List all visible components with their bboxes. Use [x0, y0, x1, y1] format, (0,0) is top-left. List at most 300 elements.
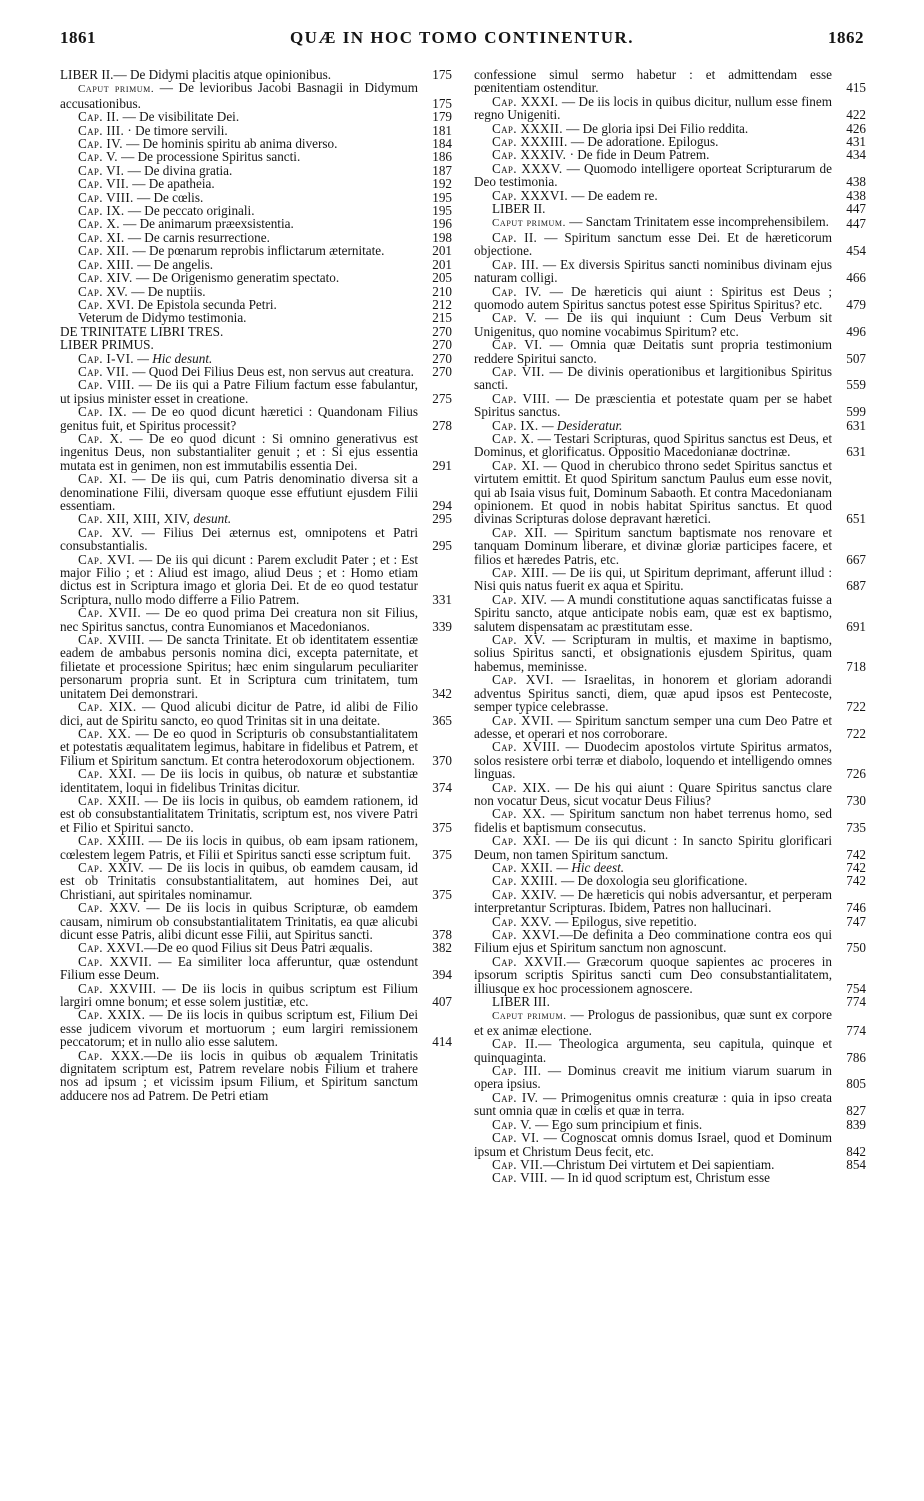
- entry-title: — De sancta Trinitate. Et ob identitatem essentiæ eadem de ambabus personis nomina dici, excepta paternitate, et filietate et processione Spiritus; hæc enim singularum peculiariter personarum propria sunt. Et in Scriptura cum trinitatem, tum unitatem Dei demonstrari.: [60, 632, 418, 701]
- entry-title: — Duodecim apostolos virtute Spiritus armatos, solos resistere orbi terræ et diabolo, loquendo et intelligendo omnes linguas.: [474, 739, 832, 782]
- page-number: 631: [846, 417, 866, 433]
- entry-title: — Ego sum principium et finis.: [531, 1116, 703, 1132]
- entry-title: Veterum de Didymo testimonia.: [78, 310, 247, 326]
- page-number: 742: [846, 859, 866, 875]
- entry-title: confessione simul sermo habetur : et admittendam esse pœnitentiam ostenditur.: [474, 67, 832, 96]
- toc-entry: [60, 767, 452, 794]
- page-number: 774: [846, 994, 866, 1010]
- entry-title: — De Origenismo generatim spectato.: [132, 270, 340, 286]
- entry-title: — De iis locis in quibus, ob eamdem rationem, id est ob consubstantialitatem Trinitatis, scriptum est, nos vivere Patri et Filio et Spiritui sancto.: [60, 792, 418, 835]
- page-number: 186: [432, 149, 452, 165]
- toc-entry: [60, 633, 452, 700]
- chapter-label: Cap. XXIV.: [492, 886, 557, 902]
- page-number: 805: [846, 1076, 866, 1092]
- chapter-label: Cap. XXIII.: [78, 833, 145, 849]
- page-number: 270: [432, 350, 452, 366]
- chapter-label: Cap. XXX.: [78, 1047, 144, 1063]
- entry-title: — Hic desunt.: [133, 350, 213, 366]
- entry-title: — De apatheia.: [128, 176, 215, 192]
- toc-entry: [60, 285, 452, 298]
- page-number: 691: [846, 618, 866, 634]
- toc-entry: [474, 68, 866, 95]
- toc-entry: [60, 432, 452, 472]
- entry-title: — Spiritum sanctum semper una cum Deo Patre et adesse, et operari et nos corroborare.: [474, 712, 832, 741]
- chapter-label: Cap. XVI.: [492, 672, 554, 688]
- chapter-label: Cap. XVII.: [78, 605, 141, 621]
- entry-title: — De iis qui dicunt : Parem excludit Pater ; et : Est major Filio ; et : Aliud est imago, aliud Deus ; et : Homo etiam dictus est in Scriptura imago et gloria Dei. Et de eo quod testatur Scriptura, nullo modo differre a Filio Patrem.: [60, 551, 418, 607]
- toc-entry: [474, 1131, 866, 1158]
- entry-title: — Epilogus, sive repetitio.: [551, 913, 697, 929]
- page-number: 854: [846, 1156, 866, 1172]
- page-number: 342: [432, 685, 452, 701]
- chapter-label: Cap. VII.: [492, 1156, 543, 1172]
- page-number: 278: [432, 417, 452, 433]
- page-number: 496: [846, 323, 866, 339]
- toc-entry: [474, 202, 866, 215]
- page-number: 295: [432, 511, 452, 527]
- chapter-label: Cap. XI.: [78, 229, 125, 245]
- entry-title: — De his qui aiunt : Quare Spiritus sanctus clare non vocatur Deus, sicut vocatur Deus Filius?: [474, 779, 832, 808]
- entry-title: — Quod in cherubico throno sedet Spiritus sanctus et virtutem emittit. Et quod Spiritum sanctum Paulus eum esse novit, qui ab Isaia visus fuit, Dominum Sabaoth. Et contra Macedonianam opinionem. Et quod in nobis habitat Spiritus sanctus. Et quod divinas Scripturas dolose depravant hæretici.: [474, 457, 832, 527]
- toc-entry: [474, 593, 866, 633]
- toc-entry: [474, 148, 866, 161]
- chapter-label: Cap. XXVII.: [492, 953, 567, 969]
- entry-title: — De præscientia et potestate quam per se habet Spiritus sanctus.: [474, 390, 832, 420]
- page-number: 774: [846, 1022, 866, 1038]
- chapter-label: Cap. X.: [78, 430, 123, 446]
- toc-entry: [60, 244, 452, 257]
- page-number: 431: [846, 134, 866, 150]
- entry-title: — De eo quod in Scripturis ob consubstantialitatem et potestatis æqualitatem legimus, habitare in fidelibus et Patrem, et Filium et Spiritum sanctum. Et contra heterodoxorum objectionem.: [60, 725, 418, 768]
- page-number: 426: [846, 120, 866, 136]
- toc-entry: [60, 338, 452, 351]
- entry-title: — De iis qui dicunt : In sancto Spiritu glorificari Deum, non tamen Spiritum sanctum.: [474, 833, 832, 862]
- left-column: [60, 68, 452, 1102]
- chapter-label: Cap. V.: [492, 310, 537, 326]
- entry-title: LIBER III.: [492, 994, 550, 1010]
- entry-title: — Omnia quæ Deitatis sunt propria testimonium reddere Spiritui sancto.: [474, 337, 832, 366]
- chapter-label: Cap. XIX.: [78, 699, 137, 715]
- chapter-label: Cap. XXI.: [492, 833, 551, 849]
- chapter-label: Cap. XX.: [492, 806, 546, 822]
- entry-title: · De fide in Deum Patrem.: [566, 147, 710, 163]
- entry-title: — Ea similiter loca afferuntur, quæ ostendunt Filium esse Deum.: [60, 953, 418, 983]
- page-number: 270: [432, 323, 452, 339]
- page-number: 750: [846, 940, 866, 956]
- toc-entry: [474, 392, 866, 419]
- chapter-label: Cap. IV.: [492, 283, 542, 299]
- page-number: 374: [432, 779, 452, 795]
- chapter-label: Cap. XXXII.: [492, 120, 563, 136]
- toc-entry: [60, 955, 452, 982]
- entry-title: LIBER PRIMUS.: [60, 337, 154, 353]
- right-column: [474, 68, 866, 1185]
- toc-entry: [60, 311, 452, 324]
- chapter-label: Cap. XXIV.: [78, 859, 144, 875]
- chapter-label: Cap. VI.: [492, 1130, 540, 1146]
- chapter-label: Cap. III.: [492, 256, 539, 272]
- page-number: 786: [846, 1049, 866, 1065]
- entry-title: — De hæreticis qui aiunt : Spiritus est Deus ; quomodo autem Spiritus sanctus potest esse Spiritus Spiritus? etc.: [474, 283, 833, 312]
- page-number: 291: [432, 457, 452, 473]
- toc-entry: [60, 941, 452, 954]
- page-number: 375: [432, 846, 452, 862]
- toc-entry: [60, 204, 452, 217]
- entry-title: — De iis locis in quibus scriptum est, Filium Dei esse judicem vivorum et mortuorum ; eum largiri remissionem peccatorum; et in nullo alio esse salutem.: [60, 1007, 418, 1050]
- toc-entry: [60, 124, 452, 137]
- toc-entry: [60, 794, 452, 834]
- entry-title: — Testari Scripturas, quod Spiritus sanctus est Deus, et Dominus, et glorificatus. Oppositio Macedonianæ doctrinæ.: [474, 430, 832, 460]
- entry-title: — De iis qui, ut Spiritum deprimant, afferunt illud : Nisi quis natus fuerit ex aqua et Spiritu.: [474, 565, 832, 594]
- page-number: 175: [432, 67, 452, 82]
- page-number: 730: [846, 792, 866, 808]
- entry-title: — Spiritum sanctum non habet terrenus homo, sed fidelis et baptismum consecutus.: [474, 806, 833, 835]
- entry-title: —De eo quod Filius sit Deus Patri æqualis.: [144, 940, 373, 956]
- page-number: 275: [432, 390, 452, 406]
- chapter-label: Cap. XIII.: [492, 565, 549, 581]
- entry-title: — Dominus creavit me initium viarum suarum in opera ipsius.: [474, 1063, 832, 1092]
- page-number: 365: [432, 712, 452, 728]
- toc-entry: [60, 606, 452, 633]
- entry-title: — Quomodo intelligere oporteat Scripturarum de Deo testimonia.: [474, 160, 832, 190]
- chapter-label: Cap. III.: [78, 122, 125, 138]
- entry-title: — De iis qui a Patre Filium factum esse fabulantur, ut ipsius minister esset in creatione.: [60, 377, 418, 406]
- toc-entry: [474, 874, 866, 887]
- toc-entry: [474, 95, 866, 122]
- toc-entry: [60, 298, 452, 311]
- toc-entry: [60, 258, 452, 271]
- page-number: 195: [432, 203, 452, 219]
- entry-title: — De iis locis in quibus dicitur, nullum esse finem regno Unigeniti.: [474, 93, 832, 123]
- toc-entry: [60, 365, 452, 378]
- toc-entry: [474, 258, 866, 285]
- entry-title: — De cœlis.: [133, 189, 204, 205]
- page-number: 195: [432, 189, 452, 205]
- chapter-label: Cap. X.: [492, 430, 535, 446]
- page-number: 215: [432, 310, 452, 326]
- page-number: 205: [432, 270, 452, 286]
- page-number: 735: [846, 819, 866, 835]
- toc-entry: [474, 189, 866, 202]
- page-number: 454: [846, 243, 866, 259]
- page-number: 331: [432, 591, 452, 607]
- chapter-label: Cap. XV.: [78, 524, 134, 540]
- page-number: 382: [432, 940, 452, 956]
- page-title: QUÆ IN HOC TOMO CONTINENTUR.: [289, 28, 635, 47]
- entry-title: — Filius Dei æternus est, omnipotens et Patri consubstantialis.: [60, 524, 419, 554]
- chapter-label: Cap. VII.: [78, 176, 129, 192]
- chapter-label: Cap. IX.: [78, 404, 127, 420]
- page-number: 422: [846, 107, 866, 123]
- toc-entry: [60, 231, 452, 244]
- entry-title: — De iis qui inquiunt : Cum Deus Verbum sit Unigenitus, quo nomine vocabimus Spiritum? etc.: [474, 310, 832, 339]
- page-number: 479: [846, 296, 866, 312]
- chapter-label: Cap. XXVIII.: [78, 980, 157, 996]
- page-number: 466: [846, 270, 866, 286]
- page-number: 667: [846, 551, 866, 567]
- chapter-label: Cap. XX.: [78, 725, 131, 741]
- entry-title: — A mundi constitutione aquas sanctificatas fuisse a Spiritu sancto, atque anticipate nobis eam, quæ est ex baptismo, salutem dispensatam ac præstitutam esse.: [474, 591, 832, 634]
- entry-title: — De iis qui, cum Patris denominatio diversa sit a denominatione Filii, diversam quoque esse effutiunt ejusdem Filii essentiam.: [60, 471, 418, 513]
- page-number: 726: [846, 766, 866, 782]
- toc-entry: [60, 177, 452, 190]
- chapter-label: Cap. XII.: [492, 524, 548, 540]
- toc-entry: [60, 512, 452, 525]
- toc-entry: [60, 378, 452, 405]
- entry-title: — De nuptiis.: [127, 283, 206, 299]
- toc-entry: [474, 1171, 866, 1184]
- entry-title: — Cognoscat omnis domus Israel, quod et Dominum ipsum et Christum Deus fecit, etc.: [474, 1130, 832, 1159]
- entry-title: — Israelitas, in honorem et gloriam adorandi adventus Spiritus sancti, diem, quæ apud ipsos est Pentecoste, semper typice celebrasse.: [474, 672, 832, 715]
- toc-entry: [474, 915, 866, 928]
- chapter-label: Cap. XXVI.: [492, 927, 560, 942]
- page-number: 415: [846, 80, 866, 96]
- page-number: 742: [846, 873, 866, 889]
- left-column-number: 1861: [60, 28, 96, 47]
- chapter-label: Cap. II.: [492, 1036, 539, 1052]
- chapter-label: Cap. V.: [78, 149, 118, 165]
- page-number: 447: [846, 201, 866, 217]
- page-number: 270: [432, 337, 452, 353]
- entry-title: DE TRINITATE LIBRI TRES.: [60, 323, 224, 339]
- chapter-label: Cap. XXV.: [78, 900, 141, 916]
- toc-entry: [474, 419, 866, 432]
- chapter-label: Cap. XXVI.: [78, 940, 145, 956]
- chapter-label: Cap. IX.: [78, 203, 125, 219]
- page-number: 754: [846, 980, 866, 996]
- page-number: 407: [432, 994, 452, 1010]
- chapter-label: Cap. XXIII.: [492, 873, 558, 889]
- toc-entry: [60, 1049, 452, 1103]
- chapter-label: Cap. XI.: [78, 471, 127, 487]
- entry-title: — De iis locis in quibus, ob eam ipsam rationem, cœlestem legem Patris, et Filii et Spiritus sancti esse scriptum fuit.: [60, 833, 418, 862]
- entry-title: — Spiritum sanctum baptismate nos renovare et tanquam Dominum liberare, et divinæ gloriæ participes facere, et filios et hæredes Patris, etc.: [474, 524, 833, 567]
- page-number: 839: [846, 1116, 866, 1132]
- entry-title: — De eo quod dicunt hæretici : Quandonam Filius genitus fuit, et Spiritus processit?: [60, 404, 418, 433]
- page-number: 842: [846, 1143, 866, 1159]
- chapter-label: Cap. XVII.: [492, 712, 554, 728]
- chapter-label: Cap. XXIX.: [78, 1007, 146, 1023]
- chapter-label: Cap. XIV.: [492, 591, 548, 607]
- entry-title: —De iis locis in quibus ob æqualem Trinitatis dignitatem scriptum est, Patrem revelare nobis Filium et trahere nos ad ipsum ; et vicissim ipsum Filium, et Spiritum sanctum adducere nos ad Patrem. De Petri etiam: [60, 1047, 418, 1103]
- toc-entry: [60, 68, 452, 81]
- entry-title: — De iis locis in quibus, ob eamdem causam, id est ob Trinitatis consubstantialitatem, aut homines Dei, aut Christiani, aut spiritales nominamur.: [60, 859, 418, 902]
- toc-entry: [60, 982, 452, 1009]
- entry-title: — Quod Dei Filius Deus est, non servus aut creatura.: [128, 363, 414, 379]
- toc-entry: [60, 901, 452, 941]
- toc-entry: [474, 834, 866, 861]
- page-number: 434: [846, 147, 866, 163]
- entry-title: — Sanctam Trinitatem esse incomprehensibilem.: [565, 214, 829, 230]
- page-number: 196: [432, 216, 452, 232]
- page-number: 375: [432, 819, 452, 835]
- toc-entry: [474, 338, 866, 365]
- toc-entry: [474, 807, 866, 834]
- page-number: 201: [432, 243, 452, 259]
- entry-title: — In id quod scriptum est, Christum esse: [547, 1170, 770, 1186]
- entry-title: — De hæreticis qui nobis adversantur, et perperam interpretantur Scripturas. Ibidem, Patres non hallucinari.: [474, 886, 833, 916]
- entry-title: De Didymi placitis atque opinionibus.: [126, 67, 332, 82]
- toc-entry: [474, 459, 866, 526]
- entry-title: —De definita a Deo comminatione contra eos qui Filium ejus et Spiritum sanctum non agnoscunt.: [474, 927, 832, 956]
- toc-entry: [474, 1064, 866, 1091]
- page-number: 294: [432, 498, 452, 513]
- chapter-label: Cap. XXXI.: [492, 93, 559, 109]
- toc-entry: [474, 740, 866, 780]
- chapter-label: Cap. XXII.: [78, 792, 141, 808]
- entry-title: LIBER II.: [492, 201, 546, 217]
- toc-entry: [474, 1118, 866, 1131]
- chapter-label: Cap. I-VI.: [78, 350, 134, 366]
- toc-entry: [474, 955, 866, 995]
- entry-title: — Hic deest.: [553, 859, 625, 875]
- chapter-label: Cap. X.: [78, 216, 120, 232]
- chapter-label: Cap. XXXIII.: [492, 134, 568, 150]
- chapter-label: Cap. XV.: [492, 632, 546, 648]
- toc-entry: [60, 352, 452, 365]
- page-number: 179: [432, 109, 452, 125]
- entry-title: — De doxologia seu glorificatione.: [557, 873, 748, 889]
- page-number: 378: [432, 927, 452, 942]
- toc-entry: [474, 928, 866, 955]
- chapter-label: Cap. VIII.: [78, 377, 135, 393]
- chapter-label: Cap. XVIII.: [492, 739, 561, 755]
- chapter-label: Cap. XV.: [78, 283, 128, 299]
- page-number: 722: [846, 725, 866, 741]
- toc-entry: [474, 888, 866, 915]
- entry-title: — De eo quod dicunt : Si omnino generativus est ingenitus Deus, non substantialiter genuit ; et : Si ejus essentia mutata est in genimen, non est immutabilis essentia Dei.: [60, 430, 418, 473]
- page-number: 339: [432, 618, 452, 634]
- chapter-label: Cap. XIX.: [492, 779, 551, 795]
- toc-entry: [60, 217, 452, 230]
- entry-title: —Christum Dei virtutem et Dei sapientiam.: [542, 1156, 775, 1172]
- entry-title: — De eadem re.: [567, 187, 658, 203]
- toc-entry: [60, 834, 452, 861]
- toc-entry: [474, 432, 866, 459]
- toc-entry: [60, 81, 452, 110]
- toc-entry: [474, 526, 866, 566]
- chapter-label: Caput primum.: [492, 217, 566, 230]
- entry-title: — De gloria ipsi Dei Filio reddita.: [562, 120, 749, 136]
- chapter-label: Cap. VI.: [492, 337, 543, 353]
- page-number: 270: [432, 363, 452, 379]
- chapter-label: Cap. II.: [78, 109, 120, 125]
- entry-title: — Scripturam in multis, et maxime in baptismo, solius Spiritus sancti, et obsignationis ejusdem Spiritus, quam habemus, meminisse.: [474, 632, 833, 674]
- chapter-label: Cap. XIII.: [78, 256, 134, 272]
- entry-title: — De iis locis in quibus scriptum est Filium largiri omne bonum; et esse solem justitiæ, etc.: [60, 980, 418, 1010]
- entry-title: — Primogenitus omnis creaturæ : quia in ipso creata sunt omnia quæ in cœlis et quæ in terra.: [474, 1089, 832, 1119]
- chapter-label: Cap. XIV.: [78, 270, 133, 286]
- page-number: 599: [846, 404, 866, 420]
- toc-entry: [474, 122, 866, 135]
- chapter-label: Cap. XVI.: [78, 551, 135, 567]
- entry-title: — De iis locis in quibus, ob naturæ et substantiæ identitatem, loqui in fidelibus Trinitas dicitur.: [60, 766, 418, 795]
- toc-entry: [60, 472, 452, 512]
- toc-entry: [60, 271, 452, 284]
- right-column-number: 1862: [828, 28, 864, 47]
- chapter-label: Caput primum.: [492, 1010, 567, 1023]
- page-number: 198: [432, 229, 452, 245]
- chapter-label: Cap. VII.: [78, 363, 129, 379]
- chapter-label: Cap. XXXV.: [492, 160, 563, 176]
- entry-title: — De carnis resurrectione.: [124, 229, 270, 245]
- page-number: 746: [846, 900, 866, 916]
- entry-title: — De eo quod prima Dei creatura non sit Filius, nec Spiritus sanctus, contra Eunomianos et Macedonianos.: [60, 605, 418, 634]
- toc-entry: [474, 633, 866, 673]
- page-number: 447: [846, 216, 866, 232]
- chapter-label: Cap. XII.: [78, 243, 130, 259]
- chapter-label: Cap. XXI.: [78, 766, 137, 782]
- entry-title: — De animarum præexsistentia.: [119, 216, 294, 232]
- page-number: 651: [846, 511, 866, 527]
- chapter-label: Cap. II.: [492, 229, 538, 245]
- toc-entry: [474, 781, 866, 808]
- toc-entry: [60, 405, 452, 432]
- toc-entry: [60, 727, 452, 767]
- chapter-label: Cap. VII.: [492, 363, 545, 379]
- toc-entry: [60, 553, 452, 607]
- entry-title: — Desideratur.: [538, 417, 623, 433]
- chapter-label: LIBER II.—: [60, 67, 127, 82]
- chapter-label: Cap. VIII.: [492, 390, 551, 406]
- toc-entry: [474, 231, 866, 258]
- page-number: 394: [432, 967, 452, 983]
- chapter-label: Cap. XII, XIII, XIV,: [78, 511, 191, 527]
- toc-entry: [60, 191, 452, 204]
- toc-entry: [474, 714, 866, 741]
- entry-title: — Quod alicubi dicitur de Patre, id alibi de Filio dici, aut de Spiritu sancto, eo quod Trinitas sit in una deitate.: [60, 699, 418, 728]
- page-number: 201: [432, 256, 452, 272]
- entry-title: De Epistola secunda Petri.: [134, 296, 277, 312]
- chapter-label: Cap. XXVII.: [78, 953, 152, 969]
- chapter-label: Cap. XXXVI.: [492, 187, 568, 203]
- entry-title: — De levioribus Jacobi Basnagii in Didymum accusationibus.: [60, 80, 419, 111]
- toc-entry: [60, 137, 452, 150]
- entry-title: desunt.: [190, 511, 232, 527]
- toc-entry: [60, 861, 452, 901]
- entry-title: — Theologica argumenta, seu capitula, quinque et quinquaginta.: [474, 1036, 832, 1065]
- entry-title: — Spiritum sanctum esse Dei. Et de hæreticorum objectione.: [474, 229, 832, 259]
- chapter-label: Cap. VIII.: [492, 1170, 548, 1186]
- toc-entry: [60, 110, 452, 123]
- toc-entry: [474, 311, 866, 338]
- toc-entry: [474, 162, 866, 189]
- toc-entry: [474, 1037, 866, 1064]
- chapter-label: Cap. XXV.: [492, 913, 552, 929]
- page-number: 187: [432, 162, 452, 178]
- toc-entry: [474, 1091, 866, 1118]
- chapter-label: Cap. IV.: [78, 136, 123, 152]
- page-number: 742: [846, 846, 866, 862]
- toc-entry: [474, 365, 866, 392]
- toc-entry: [60, 325, 452, 338]
- entry-title: — De peccato originali.: [124, 203, 255, 219]
- entry-title: — De adoratione. Epilogus.: [567, 134, 719, 150]
- chapter-label: Cap. VIII.: [78, 189, 134, 205]
- page-number: 827: [846, 1103, 866, 1119]
- page-number: 438: [846, 174, 866, 190]
- entry-title: — De divinis operationibus et largitionibus Spiritus sancti.: [474, 363, 832, 393]
- page-number: 631: [846, 444, 866, 460]
- page-number: 192: [432, 176, 452, 192]
- page-number: 718: [846, 658, 866, 674]
- toc-entry: [60, 164, 452, 177]
- entry-title: — De hominis spiritu ab anima diverso.: [122, 136, 338, 152]
- toc-entry: [60, 1008, 452, 1048]
- toc-entry: [474, 285, 866, 312]
- running-header: [0, 0, 924, 56]
- entry-title: — Ex diversis Spiritus sancti nominibus divinam ejus naturam colligi.: [474, 256, 832, 286]
